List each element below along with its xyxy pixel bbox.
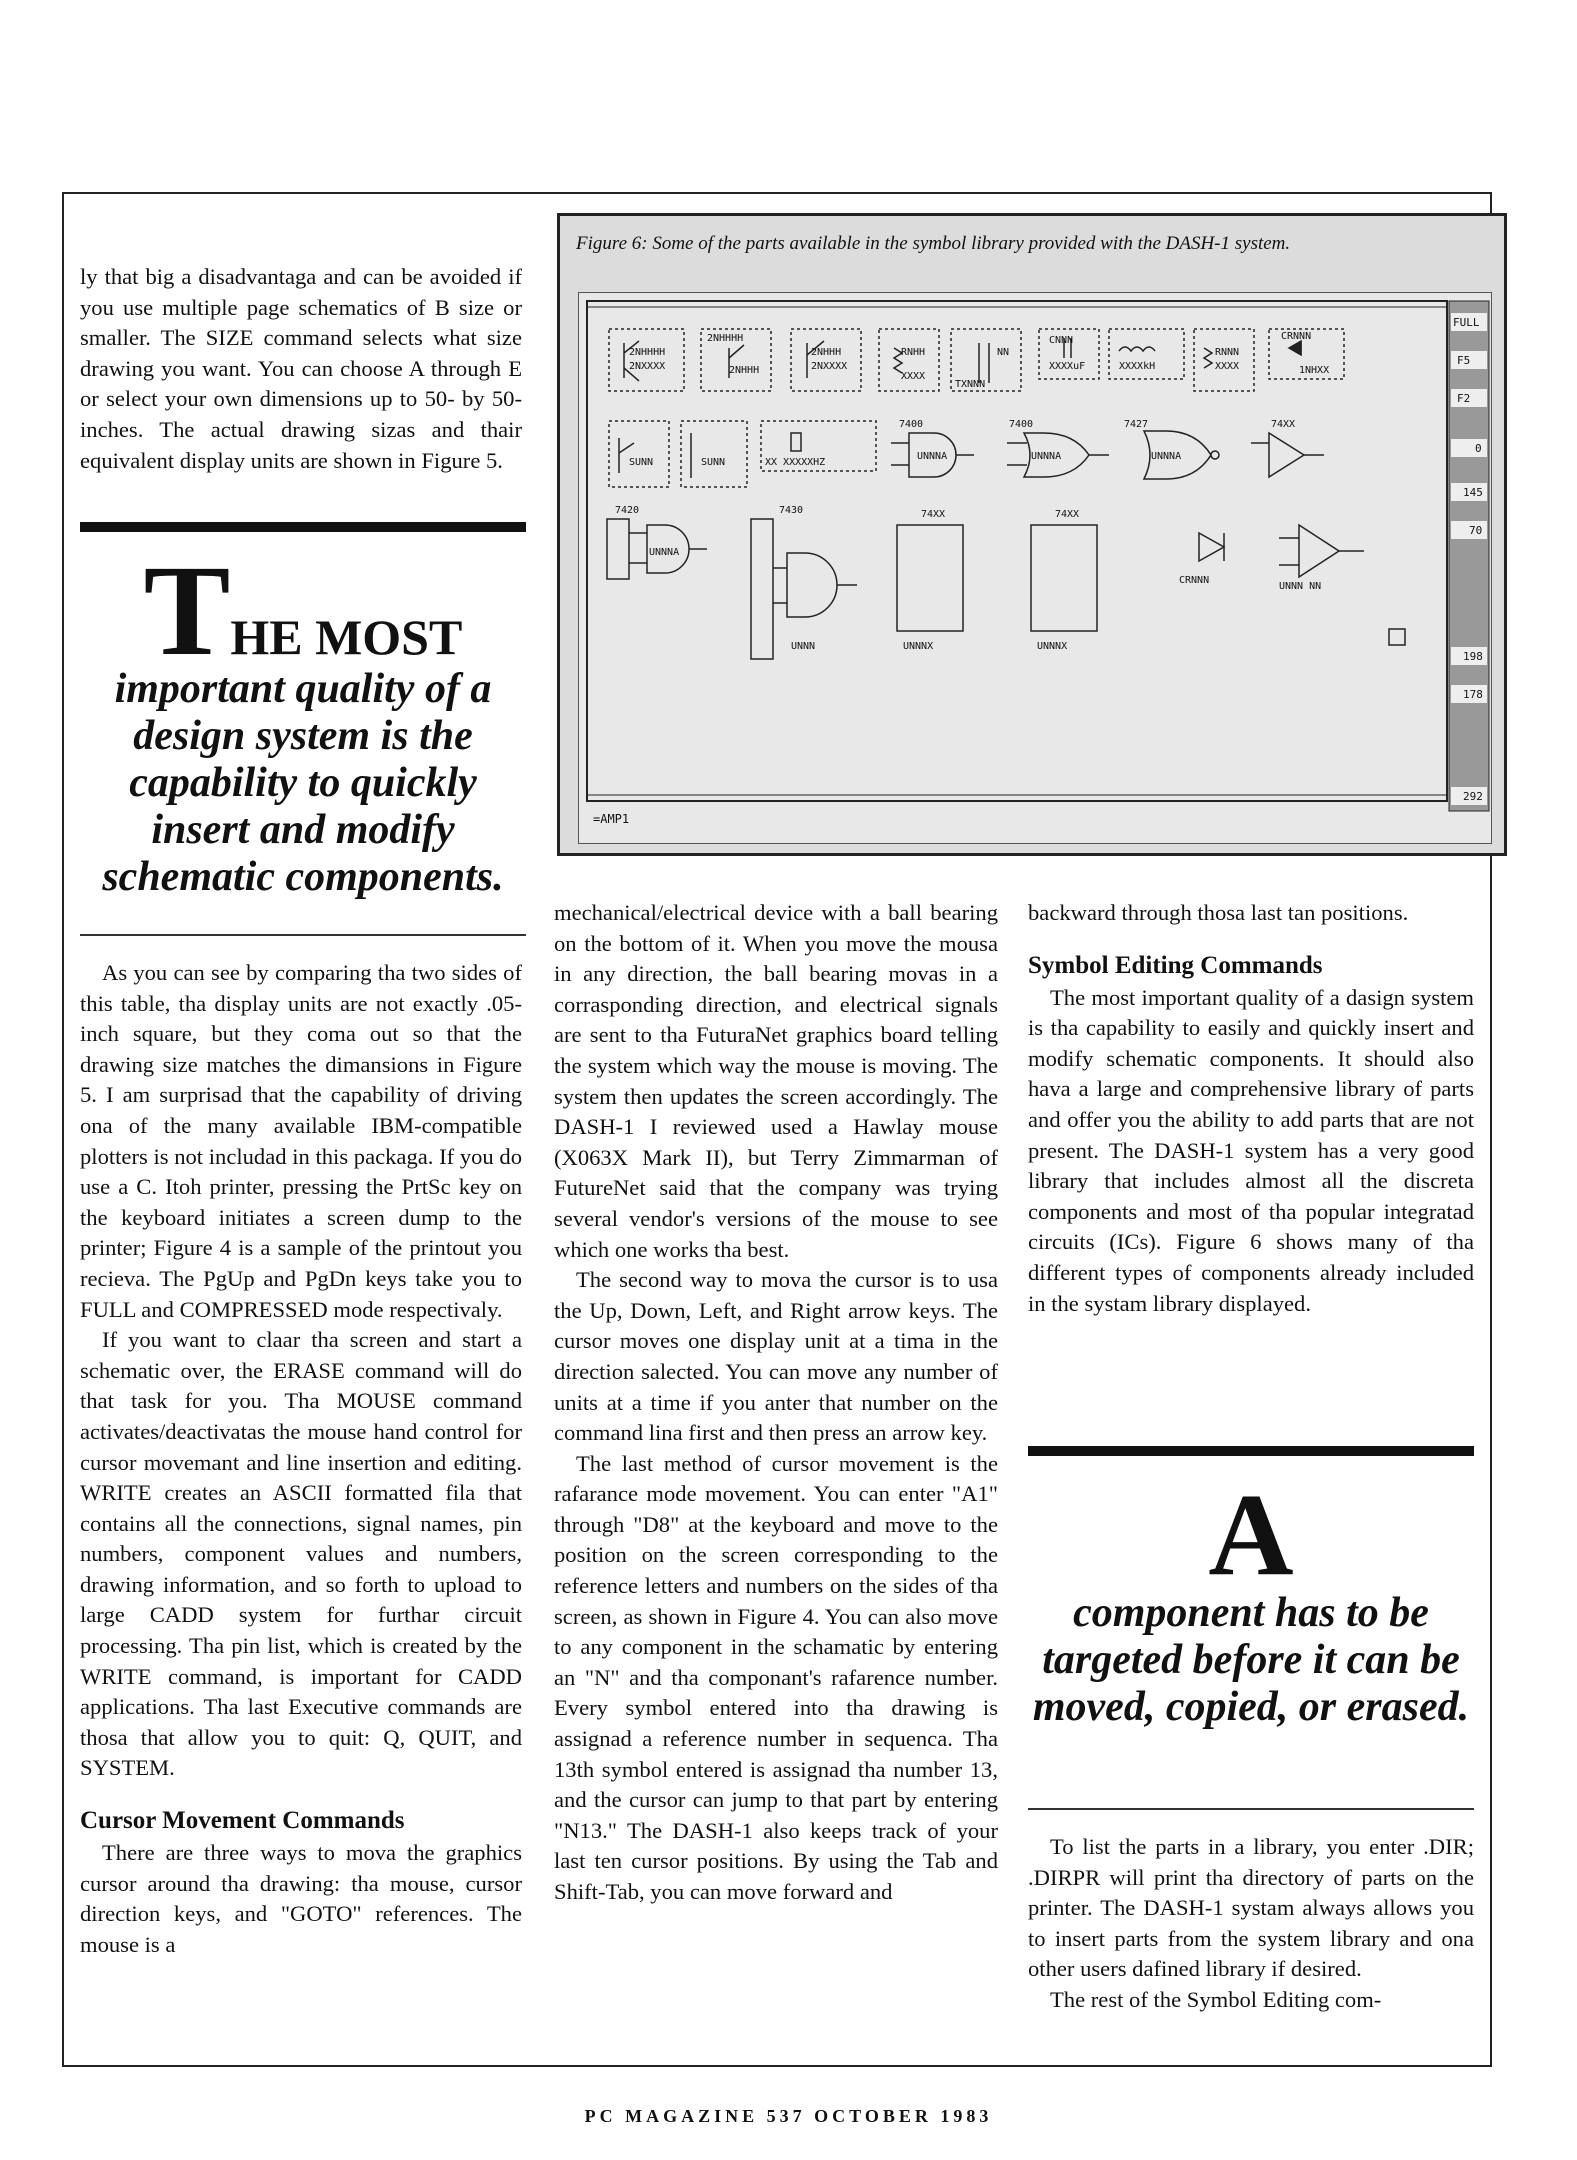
side-label: 70: [1469, 524, 1483, 537]
part-label: 7400: [1009, 419, 1034, 430]
paragraph: backward through thosa last tan positions.: [1028, 900, 1409, 925]
pullquote-top-rule: [80, 522, 526, 532]
bottom-label: =AMP1: [593, 812, 630, 826]
part-label: 2NHHHH: [629, 347, 666, 358]
part-label: 2NHHHH: [707, 333, 744, 344]
pullquote-text: important quality of a design system is the capability to quickly insert and modify schematic components.: [102, 666, 504, 900]
side-label: 198: [1463, 650, 1483, 663]
figure-6: [557, 213, 1507, 856]
part-label: 2NHHH: [811, 347, 842, 358]
part-label: XXXX: [1215, 361, 1240, 372]
schematic-screen: [578, 292, 1492, 844]
pullquote-smallcaps: HE MOST: [230, 609, 463, 665]
part-label: NN: [997, 347, 1010, 358]
footer-page-number: 537: [766, 2106, 806, 2126]
pullquote-2: [1024, 1469, 1478, 1731]
part-label: 2NXXXX: [811, 361, 848, 372]
parts-row-3-labels: [615, 505, 1321, 652]
parts-row-2-labels: [629, 419, 1295, 468]
part-label: XX XXXXXHZ: [765, 457, 826, 468]
part-label: 74XX: [1271, 419, 1296, 430]
part-label: 7427: [1124, 419, 1149, 430]
paragraph: To list the parts in a library, you enter .DIR; .DIRPR will print tha directory of parts on the printer. The DASH-1 systam always allows you to insert parts from the system library and ona other users dafined library if desired.: [1028, 1834, 1474, 1982]
paragraph: ly that big a disadvantaga and can be avoided if you use multiple page schematics of B size or smaller. The SIZE command selects what size drawing you want. You can choose A through E or select your own dimensions up to 50- by 50-inches. The actual drawing sizas and thair equivalent display units are shown in Figure 5.: [80, 264, 522, 473]
parts-row-2: [609, 421, 1324, 487]
part-label: XXXXuF: [1049, 361, 1086, 372]
paragraph: The last method of cursor movement is the rafarance mode movement. You can enter "A1" through "D8" at the keyboard and move to the position on the screen corresponding to the reference letters and numbers on the sides of tha screen, as shown in Figure 4. You can also move to any component in the schamatic by entering an "N" and tha componant's rafarence number. Every symbol entered into tha drawing is assignad a reference number in sequenca. Tha 13th symbol entered is assignad tha number 13, and the cursor can jump to that part by entering "N13." The DASH-1 also keeps track of your last ten cursor positions. By using the Tab and Shift-Tab, you can move forward and: [554, 1450, 998, 1904]
pullquote-bottom-rule: [80, 934, 526, 936]
drawing-border: [587, 301, 1447, 801]
side-label: F5: [1457, 354, 1471, 367]
paragraph: If you want to claar tha screen and start a schematic over, the ERASE command will do that task for you. Tha MOUSE command activates/deactivatas the mouse hand control for cursor movemant and line insertion and editing. WRITE creates an ASCII formatted fila that contains all the connections, signal names, pin numbers, component values and numbers, drawing information, and so forth to upload to large CADD system for furthar circuit processing. Tha pin list, which is created by the WRITE command, is important for CADD applications. Tha last Executive commands are thosa that allow you to quit: Q, QUIT, and SYSTEM.: [80, 1327, 522, 1781]
pullquote-2-bottom-rule: [1028, 1808, 1474, 1810]
part-label: 7430: [779, 505, 804, 516]
part-label: UNNNA: [917, 451, 948, 462]
section-heading: Cursor Movement Commands: [80, 1807, 405, 1835]
part-label: XXXXkH: [1119, 361, 1156, 372]
side-label: 145: [1463, 486, 1483, 499]
paragraph: The most important quality of a dasign system is tha capability to easily and quickly insert and modify schematic components. It should also hava a large and comprehensive library of parts and offer you the ability to add parts that are not present. The DASH-1 system has a very good library that includes almost all the discreta components and most of tha popular integratad circuits (ICs). Figure 6 shows many of tha different types of components already included in the systam library displayed.: [1028, 984, 1474, 1316]
side-label: 178: [1463, 688, 1483, 701]
paragraph: mechanical/electrical device with a ball bearing on the bottom of it. When you move the mousa in any direction, the ball bearing movas in a corrasponding direction, and electrical signals are sent to tha FuturaNet graphics board telling the system which way the mouse is moving. The system then updates the screen accordingly. The DASH-1 I reviewed used a Hawlay mouse (X063X Mark II), but Terry Zimmarman of FutureNet said that the company was trying several vendor's versions of the mouse to see which one works tha best.: [554, 900, 998, 1262]
pullquote-2-top-rule: [1028, 1446, 1474, 1456]
paragraph: There are three ways to mova the graphics cursor around tha drawing: tha mouse, cursor direction keys, and "GOTO" references. The mouse is a: [80, 1840, 522, 1957]
schematic-drawing: [579, 293, 1491, 843]
pullquote-dropcap: T: [143, 539, 231, 683]
page-footer: [0, 2106, 1577, 2127]
column-1: [80, 262, 522, 476]
part-label: 7400: [899, 419, 924, 430]
part-label: 2NXXXX: [629, 361, 666, 372]
column-2: [554, 898, 998, 1908]
part-label: CRNNN: [1281, 331, 1312, 342]
part-label: UNNNA: [649, 547, 680, 558]
paragraph: As you can see by comparing tha two sides of this table, tha display units are not exactly .05-inch square, but they coma out so that the drawing size matches the dimansions in Figure 5. I am surprisad that the capability of driving ona of the many available IBM-compatible plotters is not includad in this packaga. If you do use a C. Itoh printer, pressing the PrtSc key on the keyboard initiates a screen dump to the printer; Figure 4 is a sample of the printout you recieva. The PgUp and PgDn keys take you to FULL and COMPRESSED mode respectivaly.: [80, 960, 522, 1322]
part-label: CNNN: [1049, 335, 1074, 346]
column-3: [1028, 898, 1474, 1319]
side-label: 0: [1475, 442, 1482, 455]
part-label: UNNNX: [1037, 641, 1068, 652]
side-menu: [1449, 301, 1489, 811]
part-label: UNNNA: [1031, 451, 1062, 462]
part-label: SUNN: [629, 457, 654, 468]
footer-date: OCTOBER 1983: [814, 2106, 993, 2126]
part-label: 1NHXX: [1299, 365, 1330, 376]
part-label: CRNNN: [1179, 575, 1210, 586]
footer-magazine: PC MAGAZINE: [584, 2106, 759, 2126]
part-label: UNNN: [791, 641, 816, 652]
part-label: RNHH: [901, 347, 926, 358]
part-label: XXXX: [901, 371, 926, 382]
figure-caption: Figure 6: Some of the parts available in the symbol library provided with the DASH-1 system.: [576, 233, 1291, 254]
part-label: SUNN: [701, 457, 726, 468]
part-label: UNNNX: [903, 641, 934, 652]
column-1-body: [80, 958, 522, 1960]
pullquote-text: component has to be targeted before it can be moved, copied, or erased.: [1032, 1590, 1470, 1730]
column-3-body: [1028, 1832, 1474, 2016]
part-label: 7420: [615, 505, 640, 516]
part-label: TXNNN: [955, 379, 986, 390]
section-heading: Symbol Editing Commands: [1028, 951, 1323, 979]
part-label: UNNN NN: [1279, 581, 1322, 592]
paragraph: The second way to mova the cursor is to usa the Up, Down, Left, and Right arrow keys. The cursor moves one display unit at a tima in the direction salected. You can move any number of units at a time if you anter that number on the command lina first and then press an arrow key.: [554, 1267, 998, 1446]
side-label: 292: [1463, 790, 1483, 803]
side-label: F2: [1457, 392, 1471, 405]
part-label: 2NHHH: [729, 365, 760, 376]
pullquote-1: [76, 539, 530, 901]
part-label: UNNNA: [1151, 451, 1182, 462]
paragraph: The rest of the Symbol Editing com-: [1050, 1986, 1382, 2012]
part-label: 74XX: [1055, 509, 1080, 520]
pullquote-big-letter: A: [1208, 1469, 1294, 1600]
part-label: 74XX: [921, 509, 946, 520]
part-label: RNNN: [1215, 347, 1240, 358]
side-label: FULL: [1453, 316, 1480, 329]
